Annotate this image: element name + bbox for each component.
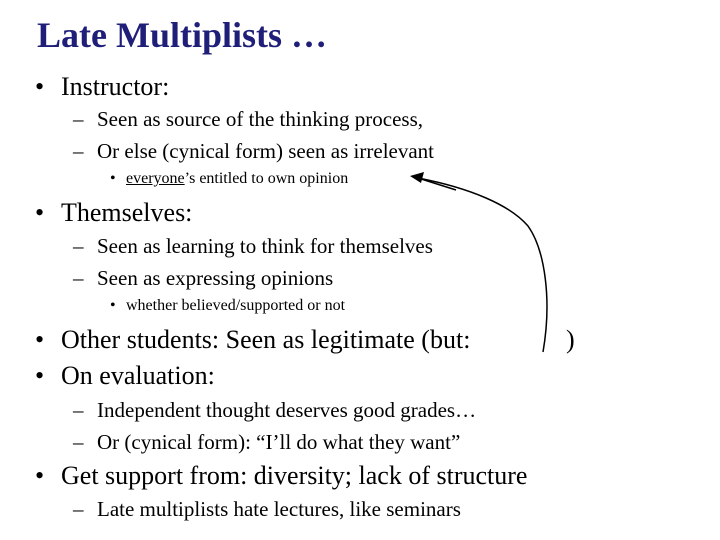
underlined-word: everyone xyxy=(126,170,185,187)
arrow-head-icon xyxy=(410,172,424,183)
sub-bullet-text: Late multiplists hate lectures, like seminars xyxy=(97,497,461,521)
bullet-marker: • xyxy=(110,297,116,314)
dash-marker: – xyxy=(73,139,84,163)
bullet-marker: • xyxy=(35,198,45,227)
dash-marker: – xyxy=(73,497,84,521)
dash-marker: – xyxy=(73,430,84,454)
arrow-tail-stroke xyxy=(418,178,456,190)
curved-arrow-line xyxy=(418,178,547,352)
sub-bullet-text: Seen as learning to think for themselves xyxy=(97,234,433,258)
slide-title: Late Multiplists … xyxy=(37,15,328,55)
sub-bullet-text: Or else (cynical form) seen as irrelevant xyxy=(97,139,435,163)
bullet-other-students-label: Other students: Seen as legitimate (but: xyxy=(61,325,471,354)
bullet-marker: • xyxy=(35,72,45,101)
sub-bullet-text: Seen as expressing opinions xyxy=(97,266,334,290)
dash-marker: – xyxy=(73,107,84,131)
bullet-marker: • xyxy=(35,461,45,490)
close-paren: ) xyxy=(566,325,575,354)
dash-marker: – xyxy=(73,398,84,422)
bullet-marker: • xyxy=(35,325,45,354)
sub-sub-bullet-text: whether believed/supported or not xyxy=(126,297,346,314)
bullet-marker: • xyxy=(35,361,45,390)
bullet-support-label: Get support from: diversity; lack of structure xyxy=(61,461,528,490)
sub-sub-bullet-text: ’s entitled to own opinion xyxy=(184,170,349,187)
sub-bullet-text: Or (cynical form): “I’ll do what they want” xyxy=(97,430,461,454)
dash-marker: – xyxy=(73,234,84,258)
sub-bullet-text: Seen as source of the thinking process, xyxy=(97,107,424,131)
bullet-evaluation-label: On evaluation: xyxy=(61,361,215,390)
sub-bullet-text: Independent thought deserves good grades… xyxy=(97,398,477,422)
bullet-marker: • xyxy=(110,170,116,187)
bullet-instructor-label: Instructor: xyxy=(61,72,170,101)
bullet-themselves-label: Themselves: xyxy=(61,198,193,227)
dash-marker: – xyxy=(73,266,84,290)
